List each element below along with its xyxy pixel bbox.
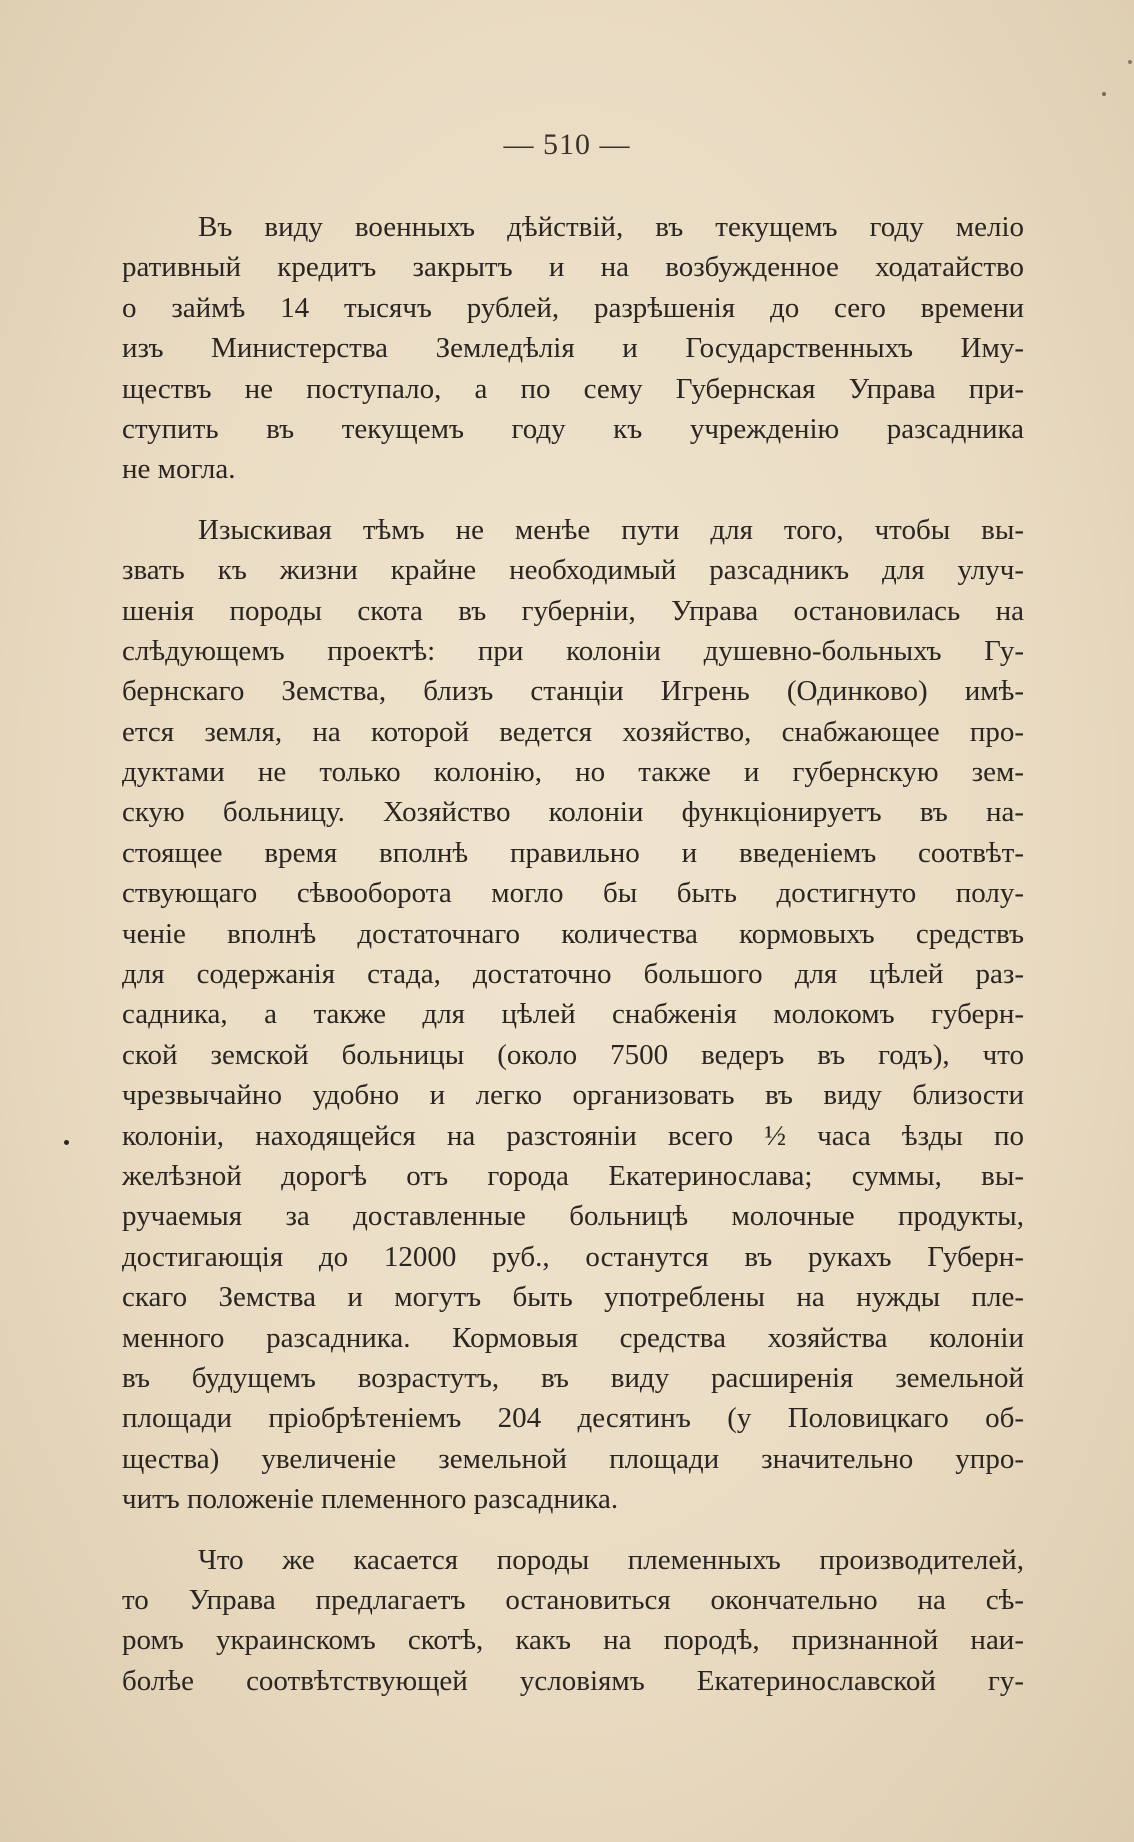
text-line: бернскаго Земства, близъ станціи Игрень (Одинково) имѣ-	[122, 675, 1024, 708]
text-line: читъ положеніе племенного разсадника.	[122, 1483, 619, 1516]
text-line: ществъ не поступало, а по сему Губернская Управа при-	[122, 372, 1024, 405]
text-line: скую больницу. Хозяйство колоніи функціонируетъ въ на-	[122, 796, 1024, 829]
text-line: Въ виду военныхъ дѣйствій, въ текущемъ году меліо	[198, 211, 1024, 243]
text-line: ступить въ текущемъ году къ учрежденію разсадника	[122, 412, 1024, 445]
paragraph-1	[122, 207, 1024, 490]
paper-speck	[64, 1140, 69, 1145]
text-line: болѣе соотвѣтствующей условіямъ Екатеринославской гу-	[122, 1664, 1024, 1697]
text-line: то Управа предлагаетъ остановиться окончательно на сѣ-	[122, 1583, 1024, 1616]
paragraph-2	[122, 510, 1024, 1520]
text-line: ченіе вполнѣ достаточнаго количества кормовыхъ средствъ	[122, 917, 1024, 950]
text-line: площади пріобрѣтеніемъ 204 десятинъ (у Половицкаго об-	[122, 1402, 1024, 1435]
text-line: шенія породы скота въ губерніи, Управа остановилась на	[122, 594, 1024, 627]
text-line: желѣзной дорогѣ отъ города Екатеринослава; суммы, вы-	[122, 1159, 1024, 1192]
text-line: ромъ украинскомъ скотѣ, какъ на породѣ, признанной наи-	[122, 1624, 1024, 1657]
text-line: ручаемыя за доставленные больницѣ молочные продукты,	[122, 1200, 1024, 1233]
text-line: о займѣ 14 тысячъ рублей, разрѣшенія до сего времени	[122, 291, 1024, 324]
text-line: менного разсадника. Кормовыя средства хозяйства колоніи	[122, 1321, 1024, 1354]
paragraph-3	[122, 1540, 1024, 1702]
paper-speck	[1128, 60, 1132, 64]
text-line: стоящее время вполнѣ правильно и введеніемъ соотвѣт-	[122, 836, 1024, 869]
page-number: — 510 —	[503, 128, 631, 161]
text-line: звать къ жизни крайне необходимый разсадникъ для улуч-	[122, 554, 1024, 587]
text-line: чрезвычайно удобно и легко организовать въ виду близости	[122, 1079, 1024, 1112]
text-line: не могла.	[122, 453, 236, 486]
text-line: садника, а также для цѣлей снабженія молокомъ губерн-	[122, 998, 1024, 1031]
paper-speck	[1102, 92, 1106, 96]
text-line: дуктами не только колонію, но также и губернскую зем-	[122, 756, 1024, 789]
text-line: ствующаго сѣвооборота могло бы быть достигнуто полу-	[122, 877, 1024, 910]
text-line: изъ Министерства Земледѣлія и Государственныхъ Иму-	[122, 332, 1024, 365]
text-line: ративный кредитъ закрытъ и на возбужденное ходатайство	[122, 251, 1024, 284]
text-line: щества) увеличеніе земельной площади значительно упро-	[122, 1442, 1024, 1475]
text-line: колоніи, находящейся на разстояніи всего ½ часа ѣзды по	[122, 1119, 1024, 1152]
text-line: скаго Земства и могутъ быть употреблены на нужды пле-	[122, 1281, 1024, 1314]
text-line: ской земской больницы (около 7500 ведеръ въ годъ), что	[122, 1038, 1024, 1071]
text-line: Изыскивая тѣмъ не менѣе пути для того, чтобы вы-	[198, 513, 1024, 546]
text-line: Что же касается породы племенныхъ производителей,	[198, 1543, 1024, 1576]
text-line: въ будущемъ возрастутъ, въ виду расширенія земельной	[122, 1361, 1024, 1394]
body-text	[122, 207, 1024, 1701]
text-line: для содержанія стада, достаточно большого для цѣлей раз-	[122, 958, 1024, 991]
text-line: слѣдующемъ проектѣ: при колоніи душевно-больныхъ Гу-	[122, 634, 1024, 667]
text-line: достигающія до 12000 руб., останутся въ рукахъ Губерн-	[122, 1240, 1024, 1273]
text-line: ется земля, на которой ведется хозяйство, снабжающее про-	[122, 715, 1024, 748]
